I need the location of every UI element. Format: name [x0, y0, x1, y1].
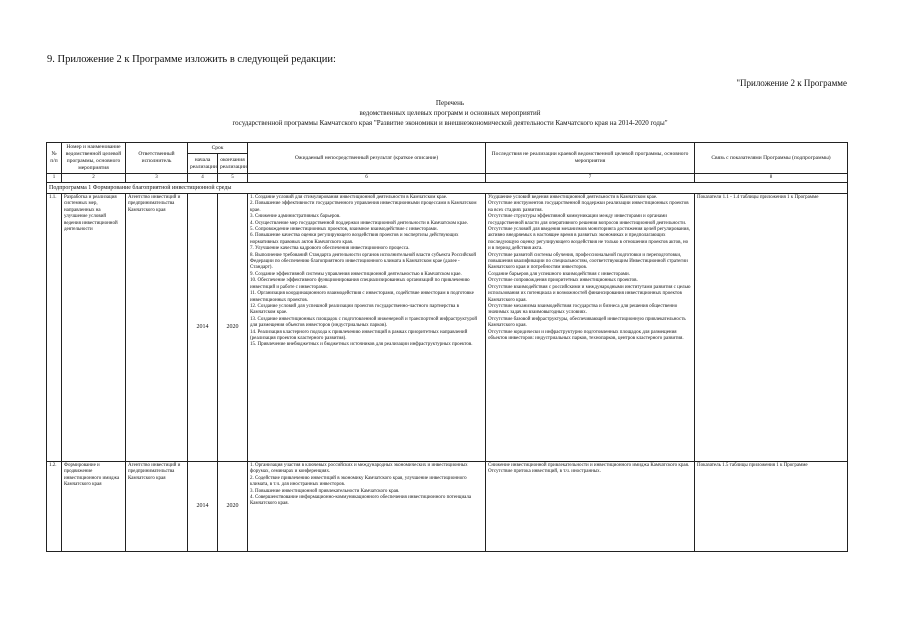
column-number-row	[47, 174, 848, 183]
header-name: Номер и наименование ведомственной целевой программы, основного мероприятия	[62, 143, 126, 174]
title-line: ведомственных целевых программ и основных мероприятий	[359, 109, 541, 117]
row-consequences	[486, 462, 695, 552]
row-link: Показатели 1.1 - 1.4 таблицы приложения 1 к Программе	[695, 194, 848, 462]
header-end: окончания реализации	[218, 154, 248, 174]
consequence-item: Создание барьеров для успешного взаимодействия с инвесторами.	[488, 271, 630, 277]
row-start-year: 2014	[188, 462, 218, 552]
row-end-year: 2020	[218, 462, 248, 552]
result-item: 8. Выполнение требований Стандарта деятельности органов исполнительной власти субъекта Российской Федерации по обеспечению благоприятного инвестиционного климата в Камчатском крае (далее - Стандарт).	[250, 252, 477, 271]
column-number: 7	[486, 174, 695, 183]
row-consequences	[486, 194, 695, 462]
appendix-label: "Приложение 2 к Программе	[736, 78, 847, 88]
row-name: Формирование и продвижение инвестиционного имиджа Камчатского края	[62, 462, 126, 552]
row-end-year: 2020	[218, 194, 248, 462]
result-item: 4. Осуществление мер государственной поддержки инвестиционной деятельности в Камчатском крае.	[250, 220, 468, 226]
row-executor: Агентство инвестиций и предпринимательства Камчатского края	[126, 462, 188, 552]
column-number: 5	[218, 174, 248, 183]
result-item: 1. Создание условий для стимулирования инвестиционной деятельности в Камчатском крае.	[250, 195, 448, 200]
row-result	[248, 194, 486, 462]
result-item: 6. Повышение качества оценки регулирующего воздействия проектов и экспертизы действующих нормативных правовых актов Камчатского края.	[250, 233, 459, 245]
result-item: 11. Организация координационного взаимодействия с инвесторами, содействие инвесторам в подготовке инвестиционных проектов.	[250, 291, 474, 303]
result-item: 1. Организация участия в ключевых российских и международных экономических и инвестиционных форумах, семинарах и конференциях.	[250, 463, 468, 475]
column-number: 6	[248, 174, 486, 183]
column-number: 4	[188, 174, 218, 183]
consequence-item: Отсутствие структуры эффективной коммуникации между инвесторами и органами государственной власти для оперативного решения вопросов инвестиционной деятельности.	[488, 214, 687, 226]
result-item: 13. Создание инвестиционных площадок с подготовленной инженерной и транспортной инфраструктурой для размещения объектов инвесторов (индустриальных парков).	[250, 316, 478, 329]
consequence-item: Отсутствие базовой инфраструктуры, обеспечивающей инвестиционную привлекательность Камчатского края.	[488, 316, 686, 329]
result-item: 7. Улучшение качества кадрового обеспечения инвестиционного процесса.	[250, 246, 410, 252]
row-number: 1.1.	[47, 194, 62, 462]
column-number: 3	[126, 174, 188, 183]
consequence-item: Отсутствие притока инвестиций, в т.ч. иностранных.	[488, 469, 601, 475]
consequence-item: Отсутствие взаимодействия с российскими и международными институтами развития с целью использования их потенциала и возможностей финансирования инвестиционных проектов Камчатского края.	[488, 284, 691, 303]
consequence-item: Ухудшение условий ведения инвестиционной деятельности в Камчатском крае.	[488, 195, 658, 200]
column-number: 8	[695, 174, 848, 183]
row-name: Разработка и реализация системных мер, направленных на улучшение условий ведения инвестиционной деятельности	[62, 194, 126, 462]
header-row	[47, 143, 848, 154]
header-start: начала реализации	[188, 154, 218, 174]
result-item: 9. Создание эффективной системы управления инвестиционной деятельностью в Камчатском крае.	[250, 271, 462, 277]
result-item: 14. Реализация кластерного подхода к привлечению инвестиций в рамках приоритетных направлений (реализация проектов кластерного развития).	[250, 329, 468, 341]
document-title	[180, 98, 720, 128]
amendment-text: 9. Приложение 2 к Программе изложить в следующей редакции:	[47, 54, 336, 65]
row-executor: Агентство инвестиций и предпринимательства Камчатского края	[126, 194, 188, 462]
header-result: Ожидаемый непосредственный результат (краткое описание)	[248, 143, 486, 174]
program-table	[46, 142, 848, 552]
table-row	[47, 462, 848, 552]
result-item: 10. Обеспечение эффективного функционирования специализированных организаций по привлечению инвестиций и работе с инвесторами.	[250, 278, 470, 290]
title-line: Перечень	[435, 99, 465, 107]
result-item: 12. Создание условий для успешной реализации проектов государственно-частного партнерства в Камчатском крае.	[250, 303, 459, 316]
result-item: 15. Привлечение внебюджетных и бюджетных источников для реализации инфраструктурных проектов.	[250, 342, 473, 348]
consequence-item: Отсутствие инструментов государственной поддержки реализации инвестиционных проектов на всех стадиях развития.	[488, 201, 689, 213]
consequence-item: Снижение инвестиционной привлекательности и инвестиционного имиджа Камчатского края.	[488, 463, 690, 468]
result-item: 3. Снижение административных барьеров.	[250, 214, 341, 220]
column-number: 1	[47, 174, 62, 183]
title-line: государственной программы Камчатского края "Развитие экономики и внешнеэкономической деятельности Камчатского края на 2014-2020 годы"	[232, 119, 668, 127]
subprogram-row	[47, 183, 848, 194]
row-number: 1.2.	[47, 462, 62, 552]
header-term: Срок	[188, 143, 248, 154]
consequence-item: Отсутствие юридически и инфраструктурно подготовленных площадок для размещения объектов инвесторов: индустриальных парков, технопарков, центров кластерного развития.	[488, 329, 684, 341]
header-num: № п/п	[47, 143, 62, 174]
result-item: 4. Совершенствование информационно-коммуникационного обеспечения инвестиционного потенциала Камчатского края.	[250, 495, 472, 507]
result-item: 2. Повышение эффективности государственного управления инвестиционными процессами в Камчатском крае.	[250, 201, 477, 213]
subprogram-title: Подпрограмма 1 Формирование благоприятной инвестиционной среды	[47, 183, 848, 194]
consequence-item: Отсутствие условий для введения механизмов мониторинга достижения целей регулирования, активно внедряемых в настоящее время в развитых экономиках и предполагающих последующую оценку регулирующего воздействия не только в отношении проектов актов, но и в период действия акта.	[488, 227, 690, 252]
consequence-item: Отсутствие развитой системы обучения, профессиональной подготовки и переподготовки, повышения квалификации по специальностям, соответствующим Инвестиционной стратегии Камчатского края и потребностям инвесторов.	[488, 252, 688, 271]
result-item: 3. Повышение инвестиционной привлекательности Камчатского края.	[250, 488, 400, 494]
row-link: Показатель 1.5 таблицы приложения 1 к Программе	[695, 462, 848, 552]
result-item: 2. Содействие привлечению инвестиций в экономику Камчатского края, улучшение инвестиционного климата, в т.ч. для иностранных инвесторов.	[250, 475, 467, 488]
header-consequences: Последствия не реализации краевой ведомственной целевой программы, основного мероприятия	[486, 143, 695, 174]
result-item: 5. Сопровождение инвестиционных проектов, взаимное взаимодействие с инвесторами.	[250, 227, 438, 233]
row-result	[248, 462, 486, 552]
consequence-item: Отсутствие механизма взаимодействия государства и бизнеса для решения общественно значимых задач на взаимовыгодных условиях.	[488, 303, 678, 316]
column-number: 2	[62, 174, 126, 183]
row-start-year: 2014	[188, 194, 218, 462]
table-row	[47, 194, 848, 462]
header-executor: Ответственный исполнитель	[126, 143, 188, 174]
consequence-item: Отсутствие сопровождения приоритетных инвестиционных проектов.	[488, 278, 638, 284]
header-link: Связь с показателями Программы (подпрограммы)	[695, 143, 848, 174]
